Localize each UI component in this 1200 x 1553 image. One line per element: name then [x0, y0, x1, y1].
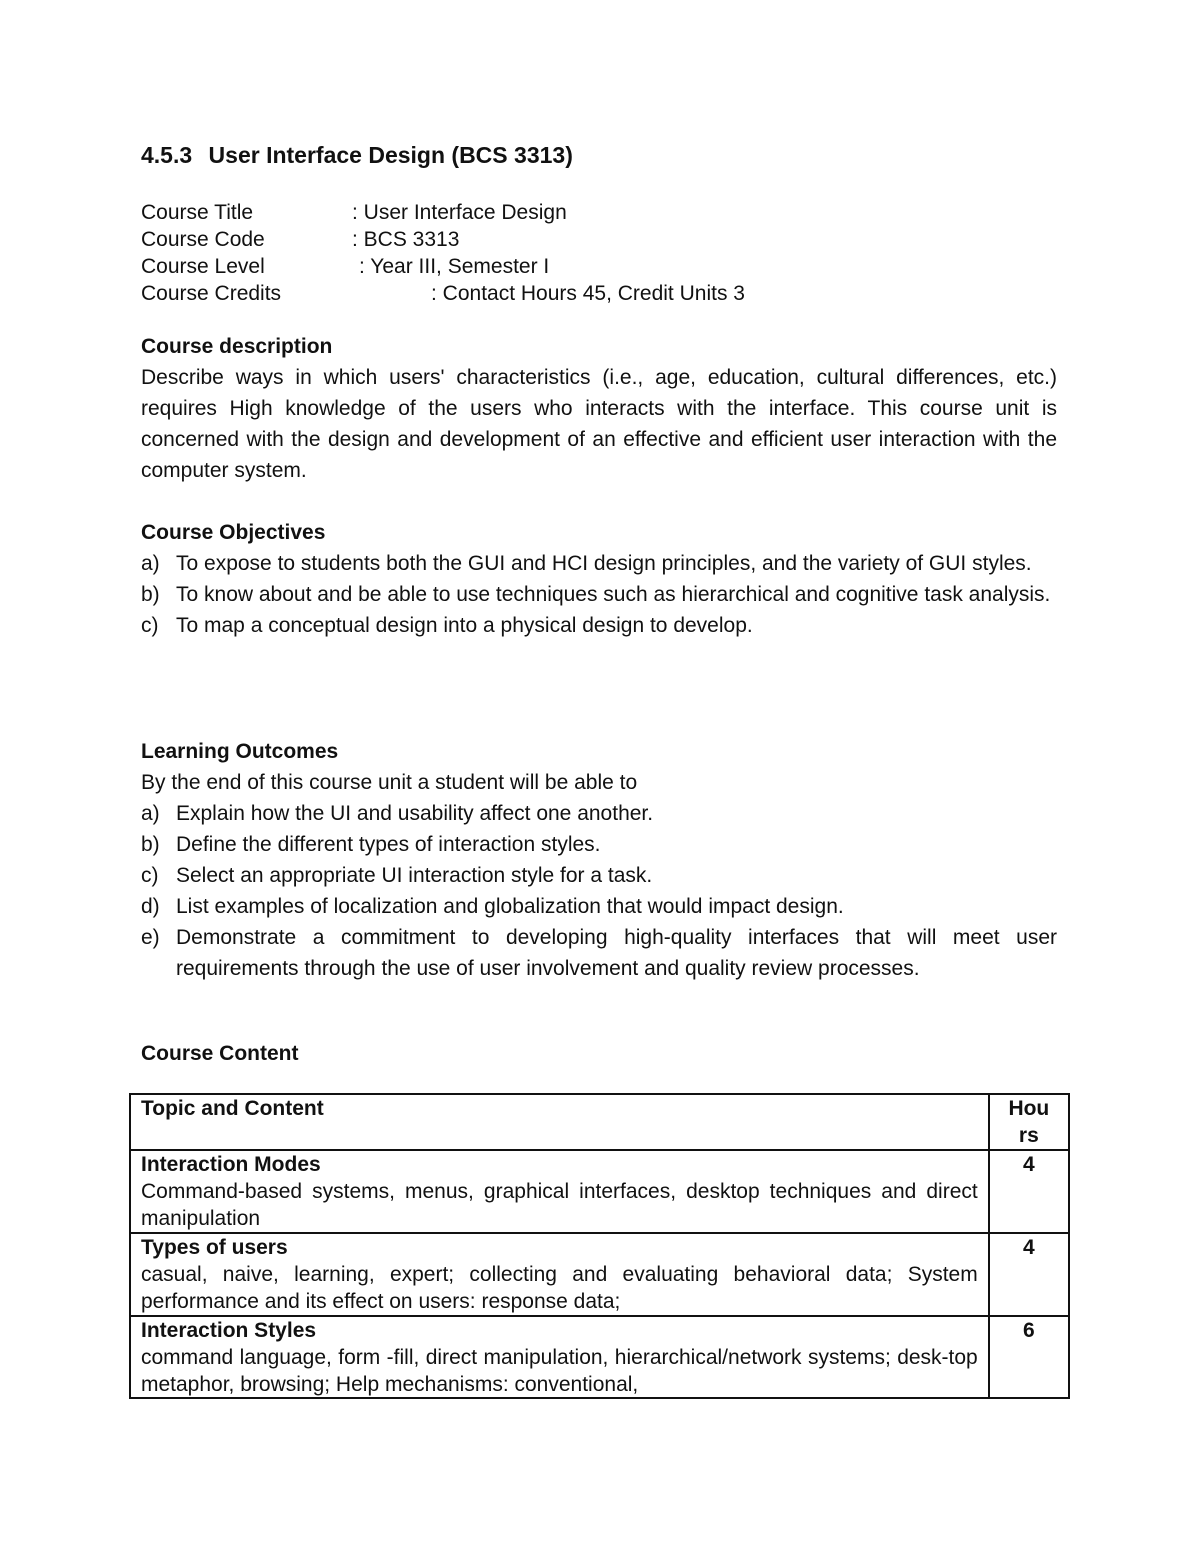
objectives-list — [141, 548, 1057, 641]
list-marker: e) — [141, 926, 160, 949]
header-hours — [989, 1094, 1069, 1150]
course-title-value: : User Interface Design — [352, 201, 567, 224]
hours-cell: 4 — [989, 1150, 1069, 1233]
course-content-section — [141, 1038, 1057, 1069]
outcome-item — [141, 891, 1057, 922]
outcome-item — [141, 829, 1057, 860]
objective-item — [141, 610, 1057, 641]
topic-text: casual, naive, learning, expert; collecting and evaluating behavioral data; System performance and its effect on users: response data; — [141, 1263, 978, 1313]
course-description-section — [141, 331, 1057, 486]
topic-title: Interaction Styles — [141, 1319, 317, 1342]
list-marker: c) — [141, 614, 159, 637]
header-hours-label: Hours — [1008, 1097, 1050, 1147]
list-marker: d) — [141, 895, 160, 918]
table-row — [130, 1316, 1069, 1398]
topic-title: Types of users — [141, 1236, 288, 1259]
list-marker: a) — [141, 802, 160, 825]
course-content-table — [129, 1093, 1070, 1399]
outcome-item — [141, 922, 1057, 984]
outcome-text: Explain how the UI and usability affect one another. — [176, 802, 654, 825]
objective-text: To map a conceptual design into a physical design to develop. — [176, 614, 753, 637]
topic-cell — [130, 1150, 989, 1233]
outcome-text: Demonstrate a commitment to developing high-quality interfaces that will meet user requirements through the use of user involvement and quality review processes. — [176, 926, 1057, 980]
topic-cell-clip — [141, 1317, 978, 1397]
learning-outcomes-intro: By the end of this course unit a student will be able to — [141, 771, 638, 794]
section-number: 4.5.3 — [141, 142, 193, 168]
hours-cell: 6 — [989, 1316, 1069, 1398]
list-marker: b) — [141, 833, 160, 856]
course-credits-label: Course Credits — [141, 282, 282, 305]
outcome-item — [141, 798, 1057, 829]
learning-outcomes-section — [141, 736, 1057, 984]
outcome-text: Define the different types of interaction styles. — [176, 833, 601, 856]
learning-outcomes-title: Learning Outcomes — [141, 740, 339, 763]
course-code-value: : BCS 3313 — [352, 228, 460, 251]
hours-cell: 4 — [989, 1233, 1069, 1316]
course-content-title: Course Content — [141, 1042, 299, 1065]
topic-cell — [130, 1233, 989, 1316]
list-marker: a) — [141, 552, 160, 575]
course-description-title: Course description — [141, 335, 333, 358]
course-objectives-section — [141, 517, 1057, 641]
course-description-text: Describe ways in which users' characteristics (i.e., age, education, cultural differences, etc.) requires High knowledge of the users who interacts with the interface. This course unit is concerned with the design and development of an effective and efficient user interaction with the computer system. — [141, 366, 1057, 482]
objective-text: To know about and be able to use techniques such as hierarchical and cognitive task analysis. — [176, 583, 1051, 606]
header-topic: Topic and Content — [130, 1094, 989, 1150]
outcomes-list — [141, 798, 1057, 984]
topic-cell — [130, 1316, 989, 1398]
list-marker: c) — [141, 864, 159, 887]
objective-item — [141, 548, 1057, 579]
course-level-value: : Year III, Semester I — [359, 255, 550, 278]
course-level-label: Course Level — [141, 255, 265, 278]
outcome-text: List examples of localization and globalization that would impact design. — [176, 895, 844, 918]
course-objectives-title: Course Objectives — [141, 521, 326, 544]
section-title: User Interface Design (BCS 3313) — [208, 142, 573, 168]
outcome-text: Select an appropriate UI interaction style for a task. — [176, 864, 653, 887]
topic-text: Command-based systems, menus, graphical interfaces, desktop techniques and direct manipulation — [141, 1180, 978, 1230]
list-marker: b) — [141, 583, 160, 606]
table-header-row — [130, 1094, 1069, 1150]
topic-text: command language, form -fill, direct manipulation, hierarchical/network systems; desk-top metaphor, browsing; Help mechanisms: conventional, — [141, 1346, 978, 1396]
outcome-item — [141, 860, 1057, 891]
topic-title: Interaction Modes — [141, 1153, 321, 1176]
objective-item — [141, 579, 1057, 610]
section-heading — [141, 142, 573, 169]
course-credits-value: : Contact Hours 45, Credit Units 3 — [431, 282, 745, 305]
objective-text: To expose to students both the GUI and HCI design principles, and the variety of GUI styles. — [176, 552, 1032, 575]
table-row — [130, 1233, 1069, 1316]
table-row — [130, 1150, 1069, 1233]
course-title-label: Course Title — [141, 201, 254, 224]
course-code-label: Course Code — [141, 228, 265, 251]
